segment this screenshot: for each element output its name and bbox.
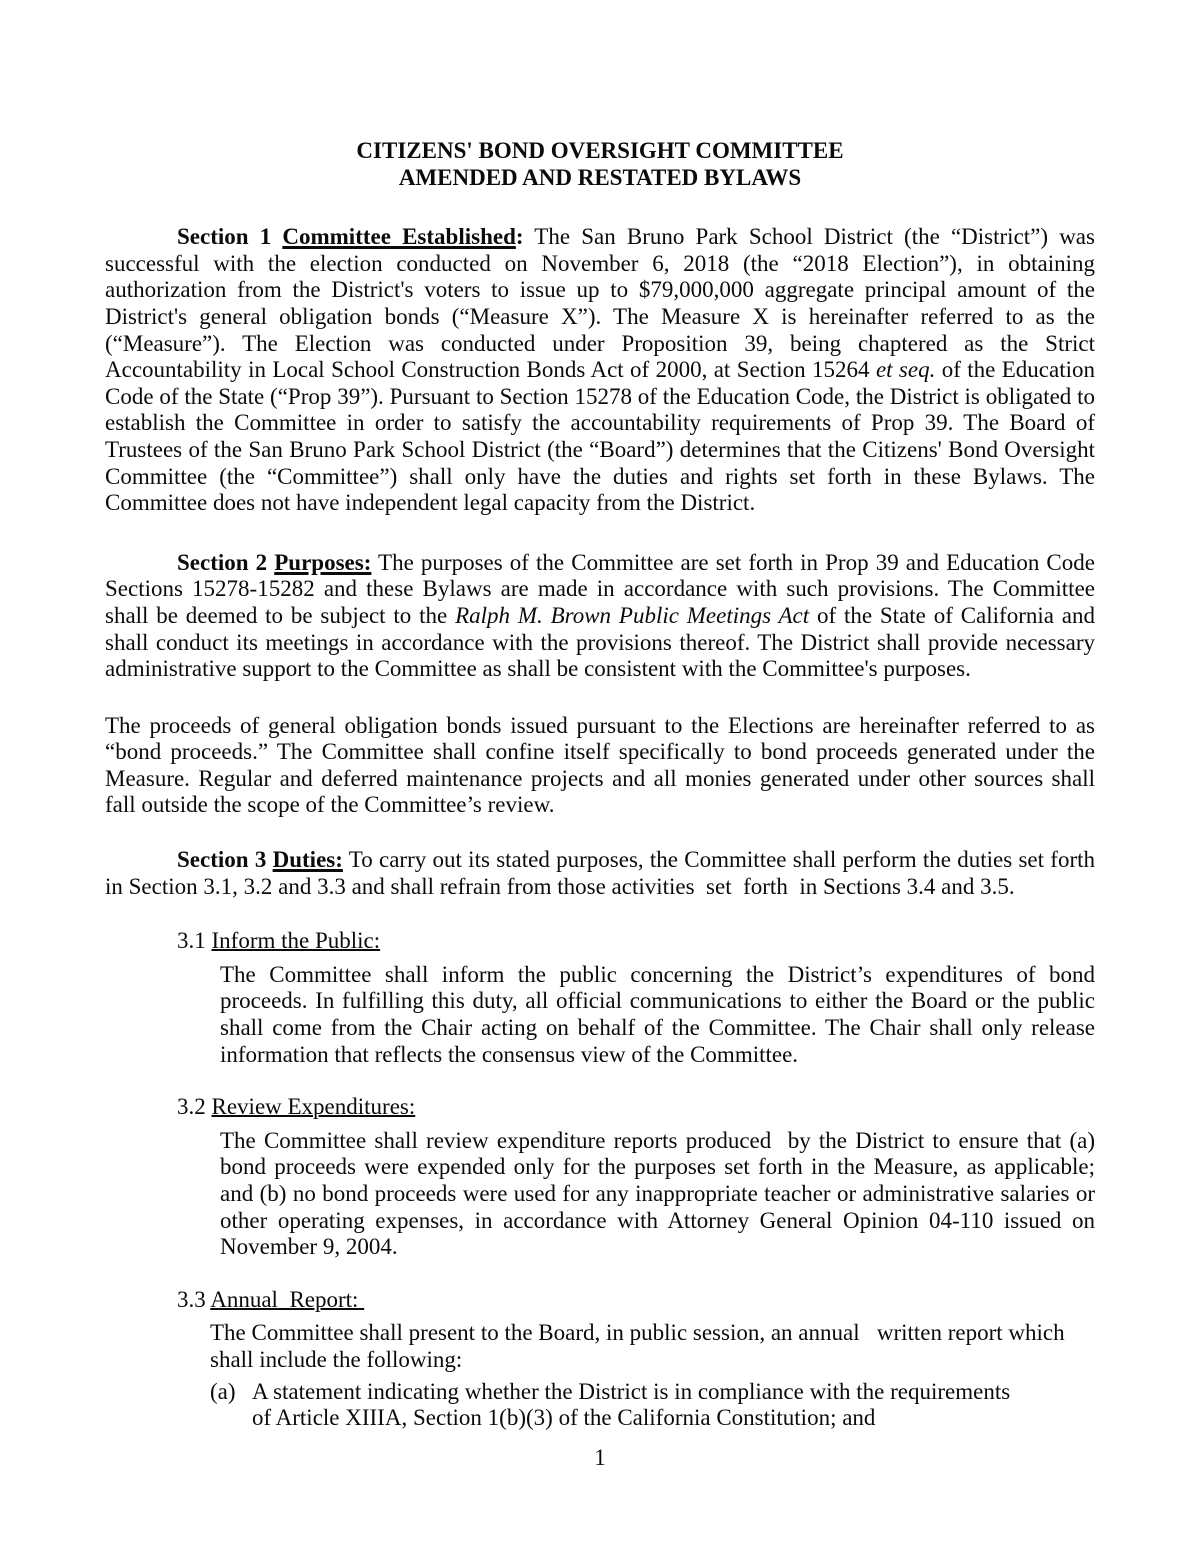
title-line-2: AMENDED AND RESTATED BYLAWS	[398, 164, 802, 190]
section-1-italic-citation: et seq.	[875, 357, 936, 383]
subsection-3-2-heading	[177, 1094, 1095, 1121]
section-3-paragraph	[105, 847, 1095, 900]
section-2-italic-act-name: Ralph M. Brown Public Meetings Act	[455, 602, 810, 628]
subsection-3-1-number: 3.1	[177, 928, 206, 954]
section-3-label: Section 3	[177, 847, 273, 873]
section-1-heading-colon: :	[515, 224, 524, 250]
section-1-label: Section 1	[177, 224, 283, 250]
section-2-paragraph	[105, 550, 1095, 683]
section-1-heading: Committee Established	[282, 224, 516, 250]
subsection-3-3-number: 3.3	[177, 1286, 206, 1312]
list-item-a-text: A statement indicating whether the District is in compliance with the requirements of Article XIIIA, Section 1(b)(3) of the California Constitution; and	[252, 1378, 1011, 1431]
section-2-label: Section 2	[177, 549, 275, 575]
subsection-3-1-heading	[177, 928, 1095, 955]
section-1-body-1: The San Bruno Park School District (the “District”) was successful with the election conducted on November 6, 2018 (the “2018 Election”), in obtaining authorization from the District's voters to issue up to $79,000,000 aggregate principal amount of the District's general obligation bonds (“Measure X”). The Measure X is hereinafter referred to as the (“Measure”). The Election was conducted under Proposition 39, being chaptered as the Strict Accountability in Local School Construction Bonds Act of 2000, at Section 15264	[105, 224, 1095, 383]
document-title	[105, 0, 1095, 191]
subsection-3-1-title: Inform the Public:	[211, 928, 381, 954]
subsection-3-2-body: The Committee shall review expenditure reports produced by the District to ensure that (a) bond proceeds were expended only for the purposes set forth in the Measure, as applicable; and (b) no bond proceeds were used for any inappropriate teacher or administrative salaries or other operating expenses, in accordance with Attorney General Opinion 04-110 issued on November 9, 2004.	[220, 1127, 1095, 1260]
subsection-3-2-number: 3.2	[177, 1094, 206, 1120]
section-2-heading: Purposes:	[274, 549, 372, 575]
section-1-paragraph	[105, 224, 1095, 517]
section-2-body-2: of the State of California and shall conduct its meetings in accordance with the provisions thereof. The District shall provide necessary administrative support to the Committee as shall be consistent with the Committee's purposes.	[105, 602, 1095, 682]
subsection-3-3-heading	[177, 1287, 1095, 1314]
section-1-body-2: of the Education Code of the State (“Prop 39”). Pursuant to Section 15278 of the Education Code, the District is obligated to establish the Committee in order to satisfy the accountability requirements of Prop 39. The Board of Trustees of the San Bruno Park School District (the “Board”) determines that the Citizens' Bond Oversight Committee (the “Committee”) shall only have the duties and rights set forth in these Bylaws. The Committee does not have independent legal capacity from the District.	[105, 357, 1095, 516]
title-line-1: CITIZENS' BOND OVERSIGHT COMMITTEE	[356, 138, 844, 163]
subsection-3-2-title: Review Expenditures:	[211, 1094, 416, 1120]
section-3-heading: Duties:	[272, 847, 343, 873]
section-2-body-1: The purposes of the Committee are set forth in Prop 39 and Education Code Sections 15278-15282 and these Bylaws are made in accordance with such provisions. The Committee shall be deemed to be subject to the	[105, 549, 1095, 628]
bond-proceeds-paragraph: The proceeds of general obligation bonds issued pursuant to the Elections are hereinafter referred to as “bond proceeds.” The Committee shall confine itself specifically to bond proceeds generated under the Measure. Regular and deferred maintenance projects and all monies generated under other sources shall fall outside the scope of the Committee’s review.	[105, 712, 1095, 818]
list-item-a	[210, 1379, 1095, 1432]
section-3-body: To carry out its stated purposes, the Committee shall perform the duties set forth in Section 3.1, 3.2 and 3.3 and shall refrain from those activities set forth in Sections 3.4 and 3.5.	[105, 847, 1095, 899]
subsection-3-3-body: The Committee shall present to the Board, in public session, an annual written report which shall include the following:	[210, 1320, 1065, 1372]
subsection-3-3-title: Annual Report:	[210, 1286, 365, 1312]
page-number: 1	[594, 1445, 606, 1470]
list-item-a-marker: (a)	[210, 1378, 236, 1404]
subsection-3-1-body: The Committee shall inform the public concerning the District’s expenditures of bond proceeds. In fulfilling this duty, all official communications to either the Board or the public shall come from the Chair acting on behalf of the Committee. The Chair shall only release information that reflects the consensus view of the Committee.	[220, 961, 1095, 1067]
